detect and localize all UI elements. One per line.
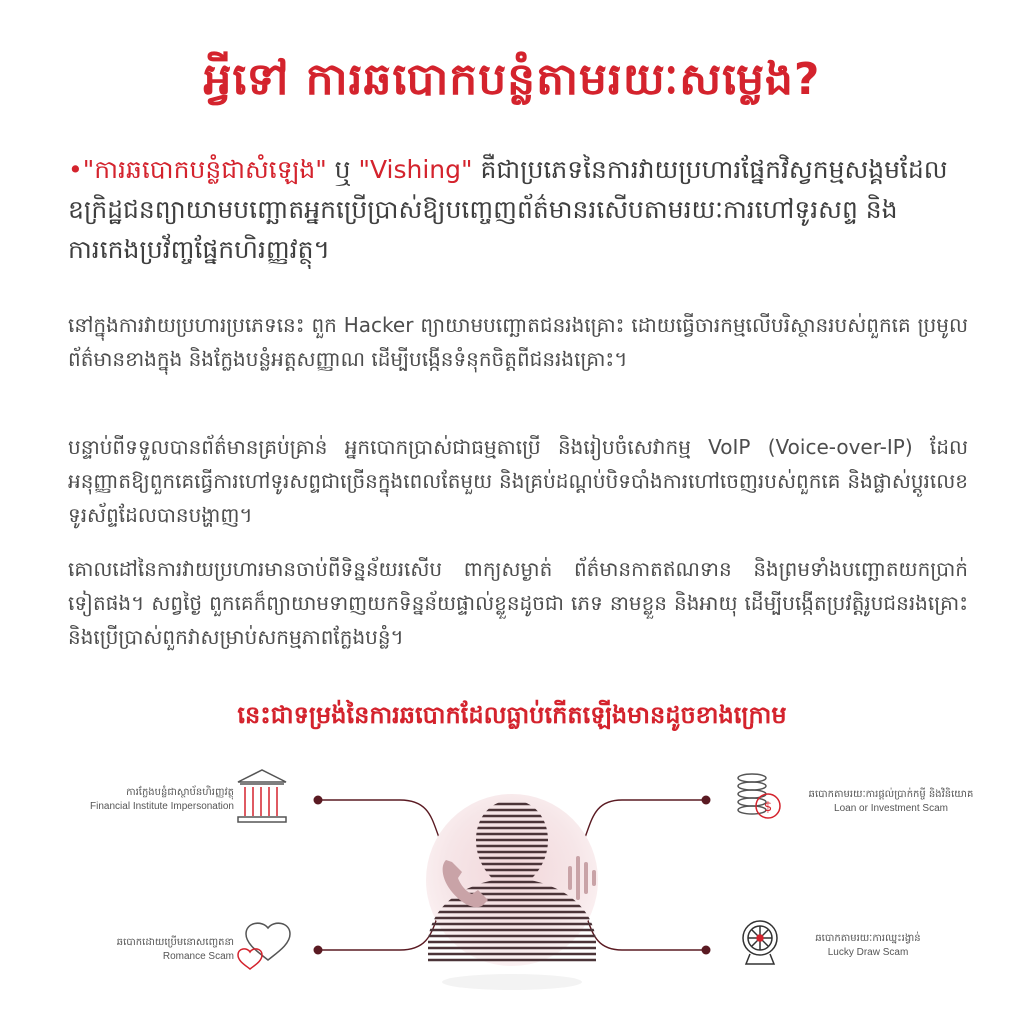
lead-paragraph	[68, 150, 968, 270]
bank-icon	[238, 770, 286, 822]
paragraph-hackers: នៅក្នុងការវាយប្រហារប្រភេទនេះ ពួក Hacker ព្យាយាមបញ្ឆោតជនរងគ្រោះ ដោយធ្វើចារកម្មលើបរិស្ថានរបស់ពួកគេ ប្រមូលព័ត៌មានខាងក្នុង និងក្លែងបន្លំអត្តសញ្ញាណ ដើម្បីបង្កើនទំនុកចិត្តពីជនរងគ្រោះ។	[68, 313, 968, 371]
label-loan-kh: ឆបោកតាមរយៈការផ្តល់ប្រាក់កម្ចី និងវិនិយោគ	[808, 789, 974, 800]
label-financial-kh: ការក្លែងបន្លំជាស្ថាប័នហិរញ្ញវត្ថុ	[126, 787, 234, 798]
scam-types-diagram	[0, 760, 1024, 1024]
label-financial-impersonation	[40, 786, 234, 814]
prize-wheel-icon	[743, 921, 777, 964]
circle-shadow	[442, 974, 582, 990]
vishing-term-kh: "ការឆបោកបន្លំជាសំឡេង"	[82, 155, 327, 184]
label-loan-investment	[786, 788, 996, 816]
label-romance	[40, 936, 234, 964]
page-title: អ្វីទៅ ការឆបោកបន្លំតាមរយៈសម្លេង?	[203, 54, 821, 105]
label-romance-en: Romance Scam	[162, 951, 234, 962]
label-romance-kh: ឆបោកដោយប្រើមនោសញ្ចេតនា	[116, 937, 234, 948]
svg-text:$: $	[763, 800, 773, 815]
paragraph-targets: គោលដៅនៃការវាយប្រហារមានចាប់ពីទិន្នន័យរសើប ពាក្យសម្ងាត់ ព័ត៌មានកាតឥណទាន និងព្រមទាំងបញ្ឆោតយកប្រាក់ទៀតផង។ សព្វថ្ងៃ ពួកគេក៏ព្យាយាមទាញយកទិន្នន័យផ្ទាល់ខ្លួនដូចជា ភេទ នាមខ្លួន និងអាយុ ដើម្បីបង្កើតប្រវត្តិរូបជនរងគ្រោះ និងប្រើប្រាស់ពួកវាសម្រាប់សកម្មភាពក្លែងបន្លំ។	[68, 557, 968, 649]
label-financial-en: Financial Institute Impersonation	[90, 801, 234, 812]
vishing-term-en: "Vishing"	[358, 155, 473, 184]
label-loan-en: Loan or Investment Scam	[834, 803, 948, 814]
hearts-icon	[238, 923, 290, 969]
label-lucky-draw	[786, 932, 950, 960]
label-lucky-en: Lucky Draw Scam	[827, 947, 909, 958]
or-word: ឬ	[326, 155, 359, 184]
bullet: •	[68, 155, 83, 184]
lead-rest: គឺជាប្រភេទនៃការវាយប្រហារផ្នែកវិស្វកម្មសង្គមដែលឧក្រិដ្ឋជនព្យាយាមបញ្ឆោតអ្នកប្រើប្រាស់ឱ្យបញ្ចេញព័ត៌មានរសើបតាមរយៈការហៅទូរសព្ទ និងការកេងប្រវ័ញ្ចផ្នែកហិរញ្ញវត្ថុ។	[68, 155, 948, 264]
paragraph-voip: បន្ទាប់ពីទទួលបានព័ត៌មានគ្រប់គ្រាន់ អ្នកបោកប្រាស់ជាធម្មតាប្រើ និងរៀបចំសេវាកម្ម VoIP (Voice-over-IP) ដែលអនុញ្ញាតឱ្យពួកគេធ្វើការហៅទូរសព្ទជាច្រើនក្នុងពេលតែមួយ និងគ្រប់ដណ្តប់បិទបាំងការហៅចេញរបស់ពួកគេ និងផ្លាស់ប្តូរលេខទូរស័ព្ទដែលបានបង្ហាញ។	[68, 435, 968, 527]
section-subtitle: នេះជាទម្រង់នៃការឆបោកដែលធ្លាប់កើតឡើងមានដូចខាងក្រោម	[237, 701, 787, 729]
coins-dollar-icon	[738, 774, 780, 818]
label-lucky-kh: ឆបោកតាមរយៈការឈ្នះរង្វាន់	[815, 933, 921, 944]
